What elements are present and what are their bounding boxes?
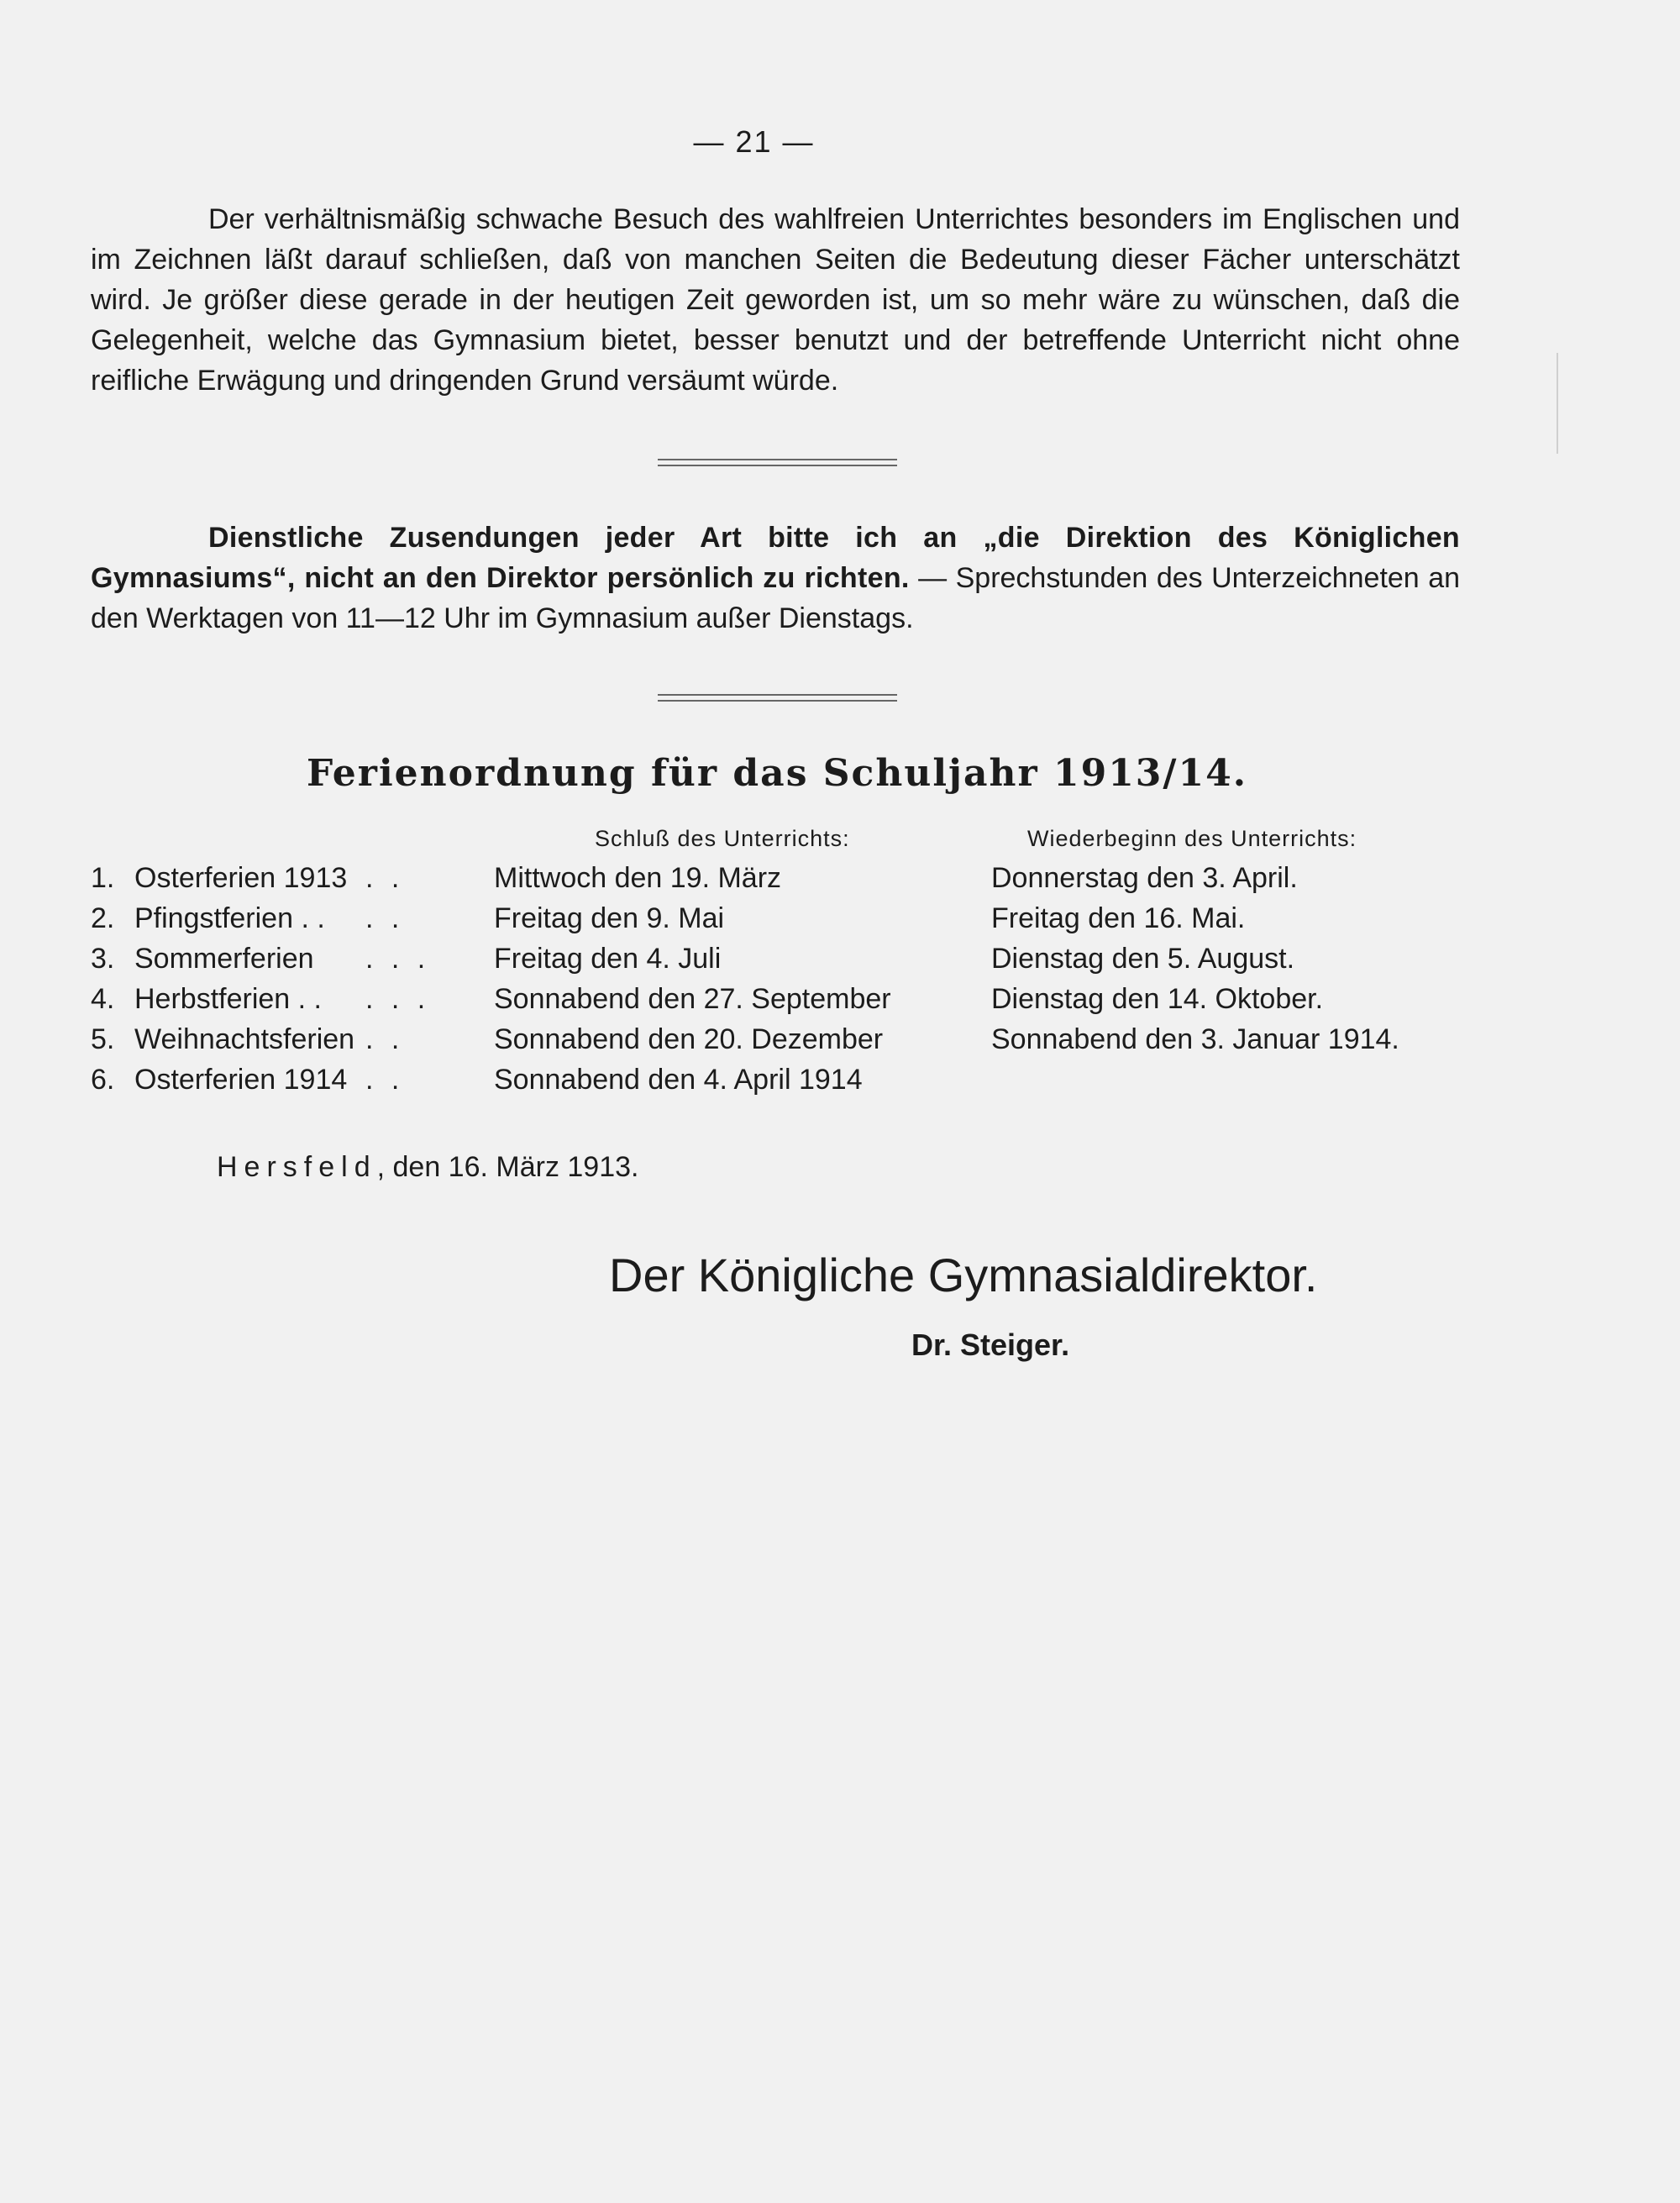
- resumption-date: Freitag den 16. Mai.: [991, 902, 1246, 934]
- end-of-lessons-date: Mittwoch den 19. März: [494, 862, 782, 894]
- paragraph-elective-lessons: [91, 199, 1460, 401]
- closing-title: Der Königliche Gymnasialdirektor.: [609, 1249, 1318, 1301]
- column-header-resumption: Wiederbeginn des Unterrichts:: [1027, 826, 1357, 851]
- leader-dots: . . .: [365, 983, 431, 1015]
- resumption-date: Dienstag den 14. Oktober.: [991, 983, 1324, 1015]
- double-rule-divider: [658, 459, 897, 466]
- paragraph-correspondence: [91, 518, 1460, 639]
- holiday-name: Sommerferien: [134, 943, 314, 975]
- row-number: 5.: [91, 1023, 115, 1055]
- leader-dots: . .: [365, 1064, 405, 1096]
- row-number: 4.: [91, 983, 115, 1015]
- signature-name: Dr. Steiger.: [911, 1328, 1070, 1362]
- end-of-lessons-date: Sonnabend den 20. Dezember: [494, 1023, 884, 1055]
- scan-edge-mark: [1557, 353, 1558, 454]
- table-row: [0, 862, 1495, 902]
- place-name: Hersfeld: [217, 1151, 377, 1183]
- holiday-name: Pfingstferien . .: [134, 902, 325, 934]
- table-row: [0, 902, 1495, 943]
- table-row: [0, 983, 1495, 1023]
- leader-dots: . . .: [365, 943, 431, 975]
- table-row: [0, 943, 1495, 983]
- paragraph-indent: [91, 522, 208, 554]
- date-text: , den 16. März 1913.: [376, 1151, 639, 1183]
- row-number: 1.: [91, 862, 115, 894]
- correspondence-notice: Dienstliche Zusendungen jeder Art bitte ich an „die Direktion des Königlichen Gymnasiums“, nicht an den Direktor persönlich zu richten.: [91, 522, 1460, 594]
- table-row: [0, 1064, 1495, 1104]
- leader-dots: . .: [365, 862, 405, 894]
- holiday-name: Herbstferien . .: [134, 983, 322, 1015]
- end-of-lessons-date: Sonnabend den 4. April 1914: [494, 1064, 863, 1096]
- schedule-heading: Ferienordnung für das Schuljahr 1913/14.: [306, 752, 1248, 795]
- paragraph-indent: [91, 203, 208, 235]
- resumption-date: Sonnabend den 3. Januar 1914.: [991, 1023, 1399, 1055]
- row-number: 2.: [91, 902, 115, 934]
- holiday-name: Weihnachtsferien: [134, 1023, 355, 1055]
- leader-dots: . .: [365, 902, 405, 934]
- leader-dots: . .: [365, 1023, 405, 1055]
- holiday-name: Osterferien 1913: [134, 862, 348, 894]
- resumption-date: Donnerstag den 3. April.: [991, 862, 1298, 894]
- double-rule-divider: [658, 694, 897, 702]
- row-number: 6.: [91, 1064, 115, 1096]
- place-and-date: [217, 1151, 638, 1184]
- end-of-lessons-date: Freitag den 9. Mai: [494, 902, 725, 934]
- end-of-lessons-date: Sonnabend den 27. September: [494, 983, 891, 1015]
- paragraph-elective-lessons-text: Der verhältnismäßig schwache Besuch des wahlfreien Unterrichtes besonders im Englischen und im Zeichnen läßt darauf schließen, daß von manchen Seiten die Bedeutung dieser Fächer unterschätzt wird. Je größer diese gerade in der heutigen Zeit geworden ist, um so mehr wäre zu wünschen, daß die Gelegenheit, welche das Gymnasium bietet, besser benutzt und der betreffende Unterricht nicht ohne reifliche Erwägung und dringenden Grund versäumt würde.: [91, 203, 1460, 397]
- office-hours-text: — Sprechstunden des Unterzeichneten an den Werktagen von 11—12 Uhr im Gymnasium außer Dienstags.: [91, 562, 1461, 634]
- row-number: 3.: [91, 943, 115, 975]
- table-row: [0, 1023, 1495, 1064]
- holiday-name: Osterferien 1914: [134, 1064, 348, 1096]
- column-header-end-of-lessons: Schluß des Unterrichts:: [595, 826, 850, 851]
- resumption-date: Dienstag den 5. August.: [991, 943, 1295, 975]
- page-number: — 21 —: [693, 124, 815, 159]
- end-of-lessons-date: Freitag den 4. Juli: [494, 943, 722, 975]
